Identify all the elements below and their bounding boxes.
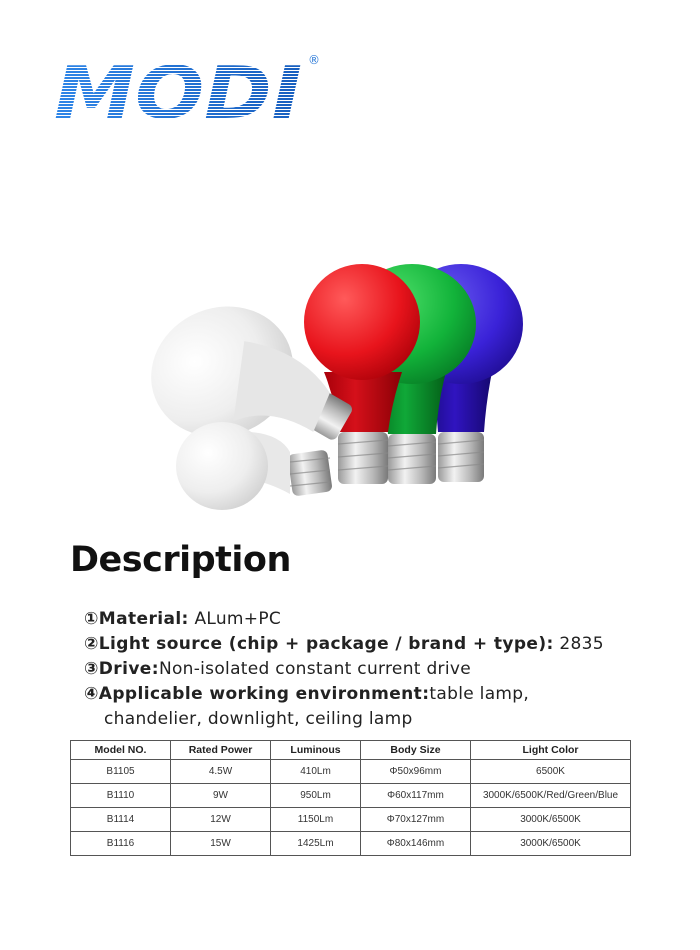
header-light-color: Light Color bbox=[471, 741, 631, 760]
spec-value: 2835 bbox=[553, 634, 604, 654]
cell-rated-power: 9W bbox=[171, 784, 271, 808]
brand-logo bbox=[52, 50, 342, 130]
table-row bbox=[71, 808, 631, 832]
spec-value: Non-isolated constant current drive bbox=[158, 659, 471, 679]
cell-model-no: B1110 bbox=[71, 784, 171, 808]
spec-value: table lamp, bbox=[429, 684, 530, 704]
logo-wordmark: MODI bbox=[54, 51, 302, 130]
cell-rated-power: 12W bbox=[171, 808, 271, 832]
product-photo bbox=[140, 262, 540, 522]
cell-model-no: B1105 bbox=[71, 760, 171, 784]
cell-light-color: 3000K/6500K bbox=[471, 832, 631, 856]
spec-value: ALum+PC bbox=[188, 609, 282, 629]
header-model-no: Model NO. bbox=[71, 741, 171, 760]
spec-marker: ② bbox=[84, 634, 99, 654]
cell-luminous: 410Lm bbox=[271, 760, 361, 784]
spec-marker: ④ bbox=[84, 684, 99, 704]
cell-light-color: 3000K/6500K/Red/Green/Blue bbox=[471, 784, 631, 808]
cell-model-no: B1116 bbox=[71, 832, 171, 856]
header-luminous: Luminous bbox=[271, 741, 361, 760]
cell-model-no: B1114 bbox=[71, 808, 171, 832]
spec-item-drive bbox=[84, 657, 664, 682]
spec-value: chandelier, downlight, ceiling lamp bbox=[104, 709, 413, 729]
model-spec-table bbox=[70, 740, 631, 856]
cell-luminous: 1150Lm bbox=[271, 808, 361, 832]
spec-marker: ① bbox=[84, 609, 99, 629]
spec-item-material bbox=[84, 607, 664, 632]
spec-item-environment bbox=[84, 682, 664, 707]
cell-rated-power: 4.5W bbox=[171, 760, 271, 784]
cell-rated-power: 15W bbox=[171, 832, 271, 856]
table-row bbox=[71, 784, 631, 808]
modi-logo-graphic bbox=[52, 50, 342, 130]
cell-luminous: 950Lm bbox=[271, 784, 361, 808]
spec-item-light-source bbox=[84, 632, 664, 657]
table-row bbox=[71, 760, 631, 784]
spec-list bbox=[84, 607, 664, 732]
description-heading: Description bbox=[70, 540, 291, 580]
cell-body-size: Φ70x127mm bbox=[361, 808, 471, 832]
header-body-size: Body Size bbox=[361, 741, 471, 760]
cell-body-size: Φ50x96mm bbox=[361, 760, 471, 784]
spec-marker: ③ bbox=[84, 659, 99, 679]
table-row bbox=[71, 832, 631, 856]
cell-light-color: 6500K bbox=[471, 760, 631, 784]
spec-label: Drive: bbox=[98, 659, 159, 679]
spec-label: Material: bbox=[98, 609, 189, 629]
white-bulb-small bbox=[176, 422, 333, 510]
spec-label: Applicable working environment: bbox=[98, 684, 430, 704]
cell-body-size: Φ60x117mm bbox=[361, 784, 471, 808]
cell-luminous: 1425Lm bbox=[271, 832, 361, 856]
cell-body-size: Φ80x146mm bbox=[361, 832, 471, 856]
header-rated-power: Rated Power bbox=[171, 741, 271, 760]
spec-label: Light source (chip + package / brand + type): bbox=[98, 634, 554, 654]
table-header-row bbox=[71, 741, 631, 760]
cell-light-color: 3000K/6500K bbox=[471, 808, 631, 832]
spec-item-environment-continuation bbox=[84, 707, 664, 732]
registered-mark: ® bbox=[308, 53, 320, 67]
